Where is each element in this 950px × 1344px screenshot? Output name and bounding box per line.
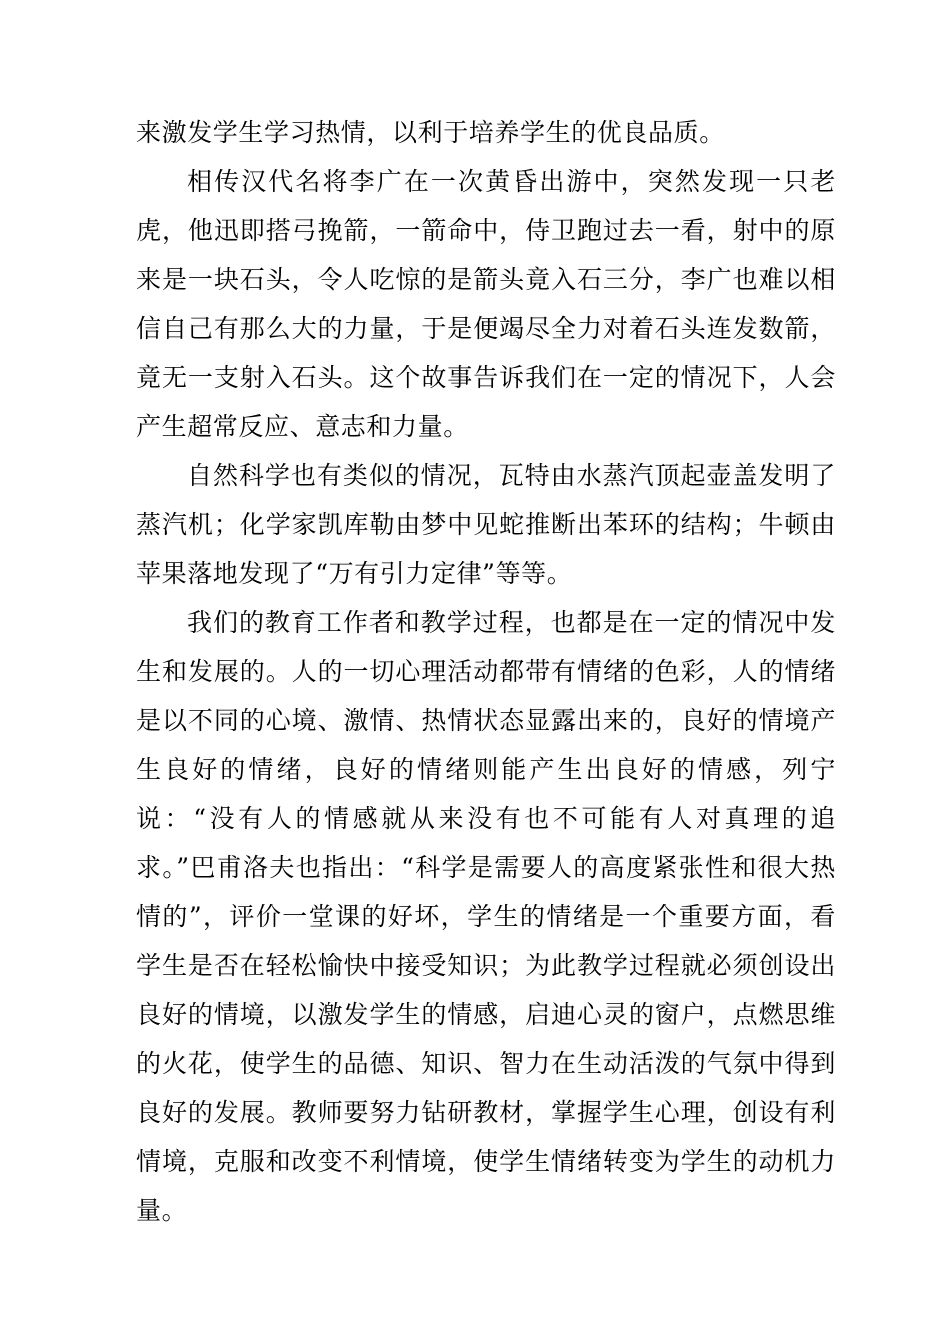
paragraph-4: 我们的教育工作者和教学过程，也都是在一定的情况中发生和发展的。人的一切心理活动都带有情绪的色彩，人的情绪是以不同的心境、激情、热情状态显露出来的，良好的情境产生良好的情绪，良好的情绪则能产生出良好的情感，列宁说：“没有人的情感就从来没有也不可能有人对真理的追求。”巴甫洛夫也指出：“科学是需要人的高度紧张性和很大热情的”，评价一堂课的好坏，学生的情绪是一个重要方面，看学生是否在轻松愉快中接受知识；为此教学过程就必须创设出良好的情境，以激发学生的情感，启迪心灵的窗户，点燃思维的火花，使学生的品德、知识、智力在生动活泼的气氛中得到良好的发展。教师要努力钻研教材，掌握学生心理，创设有利情境，克服和改变不利情境，使学生情绪转变为学生的动机力量。 [136, 608, 836, 1225]
paragraph-2: 相传汉代名将李广在一次黄昏出游中，突然发现一只老虎，他迅即搭弓挽箭，一箭命中，侍卫跑过去一看，射中的原来是一块石头，令人吃惊的是箭头竟入石三分，李广也难以相信自己有那么大的力量，于是便竭尽全力对着石头连发数箭，竟无一支射入石头。这个故事告诉我们在一定的情况下，人会产生超常反应、意志和力量。 [136, 167, 836, 441]
document-body [136, 108, 836, 1235]
paragraph-1: 来激发学生学习热情，以利于培养学生的优良品质。 [136, 118, 725, 147]
paragraph-3: 自然科学也有类似的情况，瓦特由水蒸汽顶起壶盖发明了蒸汽机；化学家凯库勒由梦中见蛇推断出苯环的结构；牛顿由苹果落地发现了“万有引力定律”等等。 [136, 461, 836, 588]
